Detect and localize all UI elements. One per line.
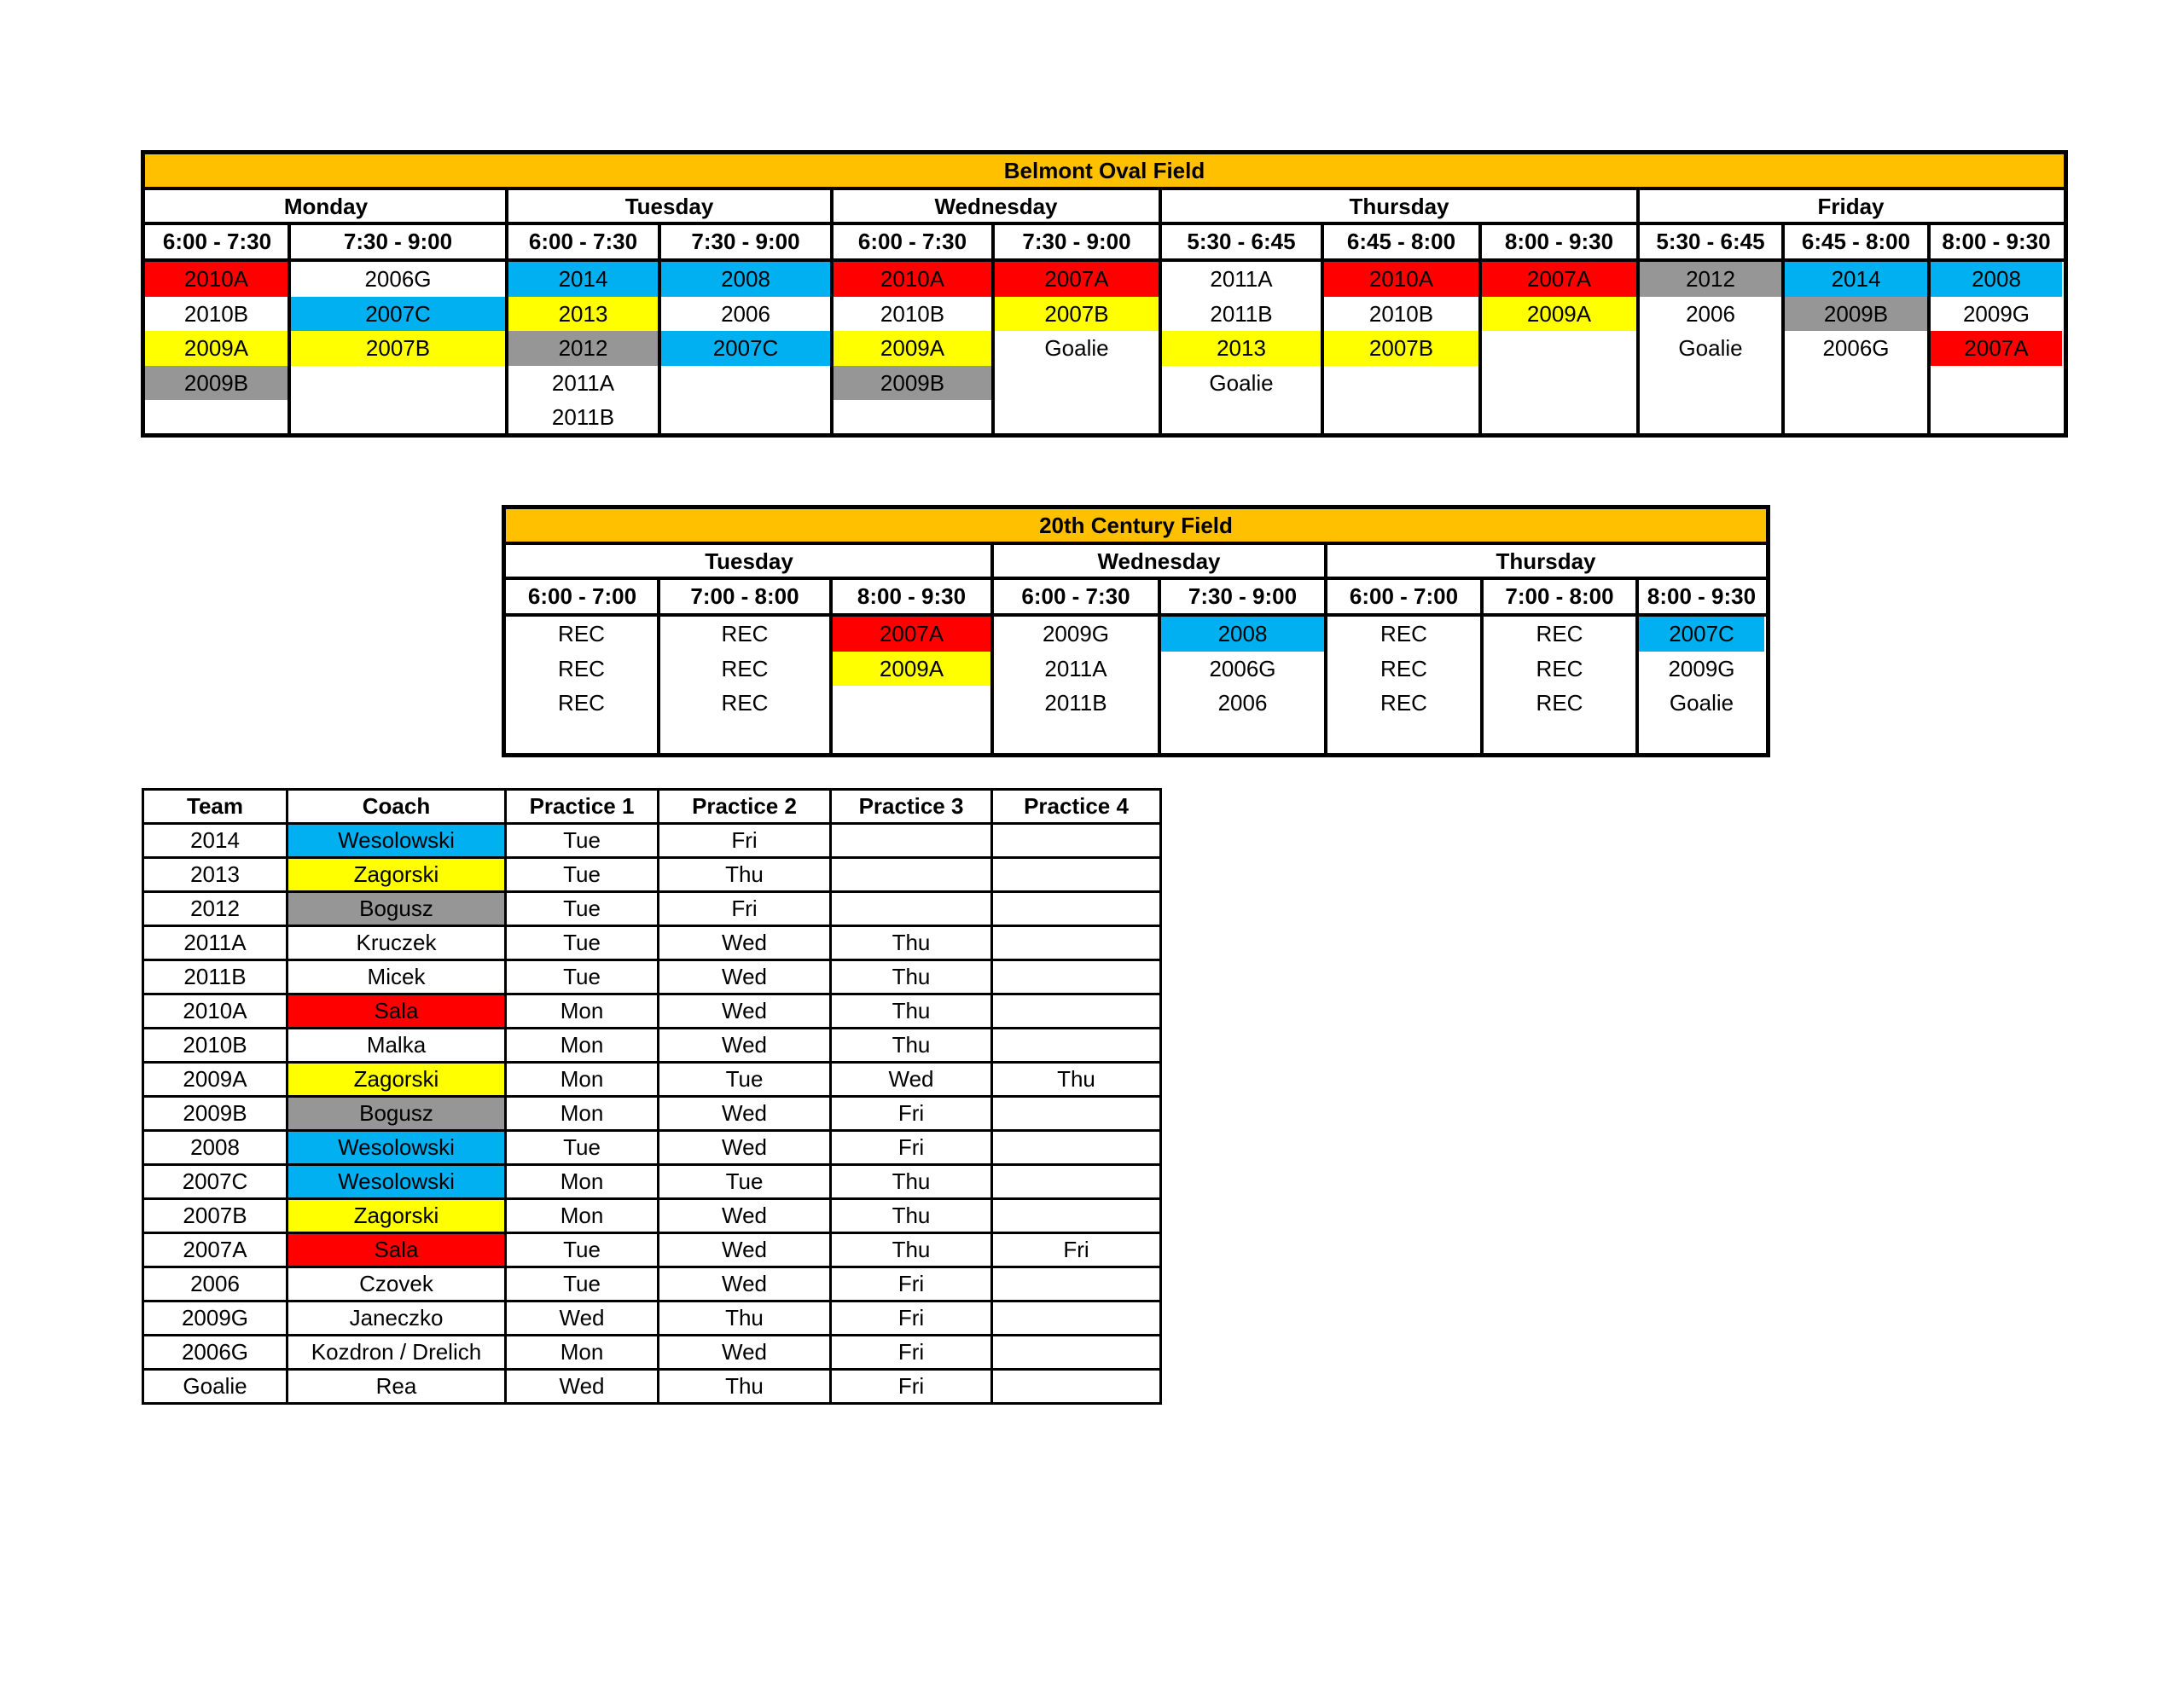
field-title: Belmont Oval Field xyxy=(145,154,2064,187)
team-slot: REC xyxy=(558,621,605,647)
team-slot: Goalie xyxy=(1209,369,1274,396)
team-slot: Goalie xyxy=(1678,335,1743,362)
team-slot: 2007A xyxy=(995,262,1159,297)
team-header: Team xyxy=(143,790,288,824)
team-cell: Goalie xyxy=(143,1370,288,1404)
day-header: Tuesday xyxy=(624,193,714,219)
team-slot: 2006 xyxy=(1217,690,1268,716)
time-slot-header: 6:45 - 8:00 xyxy=(1346,229,1456,254)
time-slot-header: 7:00 - 8:00 xyxy=(1505,583,1614,609)
table-row xyxy=(143,994,1161,1029)
table-row xyxy=(143,1267,1161,1301)
practice-3-cell xyxy=(831,858,992,892)
time-slot-header: 6:00 - 7:00 xyxy=(1349,583,1459,609)
time-slot-header: 8:00 - 9:30 xyxy=(857,583,967,609)
team-slot: 2011A xyxy=(1210,266,1273,293)
practice-1-cell: Tue xyxy=(506,926,659,960)
coach-cell: Zagorski xyxy=(288,1063,506,1097)
team-roster-table xyxy=(142,788,1162,1405)
day-header: Tuesday xyxy=(705,548,793,574)
day-header: Monday xyxy=(283,193,369,219)
team-slot: 2007A xyxy=(833,617,990,652)
team-slot: 2009G xyxy=(1668,655,1735,681)
table-row xyxy=(143,1063,1161,1097)
table-row xyxy=(143,960,1161,994)
coach-cell: Wesolowski xyxy=(288,824,506,858)
coach-cell: Zagorski xyxy=(288,1199,506,1233)
team-slot: 2009A xyxy=(834,331,991,366)
practice-4-cell xyxy=(992,1336,1161,1370)
practice-1-cell: Tue xyxy=(506,858,659,892)
practice-1-cell: Tue xyxy=(506,1233,659,1267)
team-cell: 2006G xyxy=(143,1336,288,1370)
team-slot: 2006 xyxy=(1686,300,1735,327)
table-row xyxy=(143,1029,1161,1063)
time-slot-header: 7:30 - 9:00 xyxy=(1022,229,1131,254)
team-slot: 2007A xyxy=(1482,262,1636,297)
practice-3-cell: Fri xyxy=(831,1267,992,1301)
team-slot: REC xyxy=(1380,655,1427,681)
team-slot: 2009B xyxy=(145,366,288,401)
coach-cell: Rea xyxy=(288,1370,506,1404)
practice-3-header: Practice 3 xyxy=(831,790,992,824)
practice-3-cell: Thu xyxy=(831,1029,992,1063)
practice-2-cell: Wed xyxy=(659,1233,831,1267)
roster-header-row xyxy=(143,790,1161,824)
practice-1-cell: Mon xyxy=(506,1336,659,1370)
practice-4-cell xyxy=(992,960,1161,994)
coach-cell: Janeczko xyxy=(288,1301,506,1336)
team-slot: 2012 xyxy=(1640,262,1781,297)
table-row xyxy=(143,1336,1161,1370)
practice-3-cell xyxy=(831,824,992,858)
team-slot: 2009B xyxy=(834,366,991,401)
team-slot: 2009G xyxy=(1962,300,2030,327)
time-slot-header: 6:00 - 7:30 xyxy=(528,229,638,254)
coach-cell: Kozdron / Drelich xyxy=(288,1336,506,1370)
twentieth-century-schedule xyxy=(502,505,1770,757)
practice-4-cell xyxy=(992,1029,1161,1063)
practice-4-cell xyxy=(992,1131,1161,1165)
team-slot: 2010B xyxy=(1368,300,1434,327)
team-slot: 2009A xyxy=(145,331,288,366)
coach-cell: Bogusz xyxy=(288,892,506,926)
practice-1-cell: Wed xyxy=(506,1301,659,1336)
team-slot: Goalie xyxy=(1044,335,1109,362)
practice-1-cell: Wed xyxy=(506,1370,659,1404)
practice-4-cell xyxy=(992,1165,1161,1199)
coach-header: Coach xyxy=(288,790,506,824)
practice-3-cell: Fri xyxy=(831,1131,992,1165)
time-slot-header: 5:30 - 6:45 xyxy=(1656,229,1765,254)
practice-1-cell: Mon xyxy=(506,1165,659,1199)
practice-2-cell: Wed xyxy=(659,1199,831,1233)
time-slot-header: 6:00 - 7:00 xyxy=(527,583,637,609)
day-header: Wednesday xyxy=(934,193,1058,219)
team-slot: REC xyxy=(558,655,605,681)
team-slot: 2007C xyxy=(661,331,830,366)
table-row xyxy=(143,1097,1161,1131)
practice-2-cell: Tue xyxy=(659,1063,831,1097)
team-cell: 2007C xyxy=(143,1165,288,1199)
practice-3-cell: Wed xyxy=(831,1063,992,1097)
practice-2-cell: Fri xyxy=(659,892,831,926)
practice-1-cell: Mon xyxy=(506,994,659,1029)
practice-2-cell: Wed xyxy=(659,926,831,960)
time-slot-header: 8:00 - 9:30 xyxy=(1647,583,1757,609)
table-row xyxy=(143,926,1161,960)
practice-1-header: Practice 1 xyxy=(506,790,659,824)
practice-1-cell: Tue xyxy=(506,1131,659,1165)
practice-4-cell xyxy=(992,1199,1161,1233)
table-row xyxy=(143,1370,1161,1404)
team-slot: REC xyxy=(1536,690,1583,716)
team-slot: 2008 xyxy=(1161,617,1324,652)
team-slot: 2006G xyxy=(364,266,432,293)
coach-cell: Micek xyxy=(288,960,506,994)
practice-4-cell xyxy=(992,1370,1161,1404)
practice-3-cell: Thu xyxy=(831,1233,992,1267)
team-slot: 2010B xyxy=(880,300,945,327)
team-slot: REC xyxy=(721,690,769,716)
team-slot: 2006G xyxy=(1822,335,1890,362)
team-slot: Goalie xyxy=(1669,690,1734,716)
coach-cell: Bogusz xyxy=(288,1097,506,1131)
practice-2-cell: Wed xyxy=(659,960,831,994)
team-slot: REC xyxy=(721,655,769,681)
coach-cell: Wesolowski xyxy=(288,1131,506,1165)
day-header: Wednesday xyxy=(1097,548,1221,574)
practice-3-cell: Fri xyxy=(831,1370,992,1404)
team-slot: REC xyxy=(1380,621,1427,647)
practice-4-cell: Thu xyxy=(992,1063,1161,1097)
practice-4-cell xyxy=(992,824,1161,858)
team-slot: 2010B xyxy=(183,300,249,327)
practice-2-cell: Wed xyxy=(659,1267,831,1301)
team-slot: 2013 xyxy=(508,297,658,332)
team-slot: 2011B xyxy=(1210,300,1273,327)
time-slot-header: 7:30 - 9:00 xyxy=(343,229,453,254)
coach-cell: Sala xyxy=(288,994,506,1029)
coach-cell: Czovek xyxy=(288,1267,506,1301)
team-cell: 2010B xyxy=(143,1029,288,1063)
practice-1-cell: Tue xyxy=(506,892,659,926)
practice-1-cell: Mon xyxy=(506,1199,659,1233)
practice-3-cell: Thu xyxy=(831,1165,992,1199)
time-slot-header: 6:00 - 7:30 xyxy=(1021,583,1130,609)
time-slot-header: 7:30 - 9:00 xyxy=(1188,583,1298,609)
team-slot: REC xyxy=(721,621,769,647)
practice-3-cell: Fri xyxy=(831,1336,992,1370)
team-cell: 2009G xyxy=(143,1301,288,1336)
practice-4-cell xyxy=(992,1301,1161,1336)
day-header: Friday xyxy=(1817,193,1885,219)
team-slot: 2010A xyxy=(834,262,991,297)
practice-2-cell: Tue xyxy=(659,1165,831,1199)
team-slot: 2011A xyxy=(551,369,615,396)
time-slot-header: 7:30 - 9:00 xyxy=(691,229,800,254)
time-slot-header: 5:30 - 6:45 xyxy=(1187,229,1296,254)
time-slot-header: 8:00 - 9:30 xyxy=(1942,229,2051,254)
team-slot: 2010A xyxy=(145,262,288,297)
practice-3-cell: Thu xyxy=(831,994,992,1029)
practice-1-cell: Tue xyxy=(506,960,659,994)
team-slot: 2012 xyxy=(508,331,658,366)
day-header: Thursday xyxy=(1496,548,1596,574)
team-cell: 2006 xyxy=(143,1267,288,1301)
table-row xyxy=(143,1131,1161,1165)
time-slot-header: 6:00 - 7:30 xyxy=(162,229,272,254)
practice-4-cell xyxy=(992,926,1161,960)
practice-4-cell xyxy=(992,892,1161,926)
team-slot: 2007B xyxy=(291,331,505,366)
team-slot: 2009A xyxy=(1482,297,1636,332)
team-cell: 2012 xyxy=(143,892,288,926)
table-row xyxy=(143,1301,1161,1336)
practice-2-cell: Wed xyxy=(659,1097,831,1131)
coach-cell: Zagorski xyxy=(288,858,506,892)
practice-3-cell: Thu xyxy=(831,1199,992,1233)
field-title: 20th Century Field xyxy=(506,509,1766,542)
practice-1-cell: Mon xyxy=(506,1097,659,1131)
table-row xyxy=(143,892,1161,926)
coach-cell: Wesolowski xyxy=(288,1165,506,1199)
time-slot-header: 7:00 - 8:00 xyxy=(690,583,799,609)
team-slot: 2008 xyxy=(1931,262,2062,297)
team-slot: 2009B xyxy=(1785,297,1927,332)
team-slot: 2009G xyxy=(1042,621,1110,647)
table-row xyxy=(143,824,1161,858)
coach-cell: Kruczek xyxy=(288,926,506,960)
team-cell: 2007B xyxy=(143,1199,288,1233)
practice-1-cell: Mon xyxy=(506,1029,659,1063)
team-cell: 2009B xyxy=(143,1097,288,1131)
time-slot-header: 6:00 - 7:30 xyxy=(857,229,967,254)
practice-1-cell: Tue xyxy=(506,1267,659,1301)
time-slot-header: 6:45 - 8:00 xyxy=(1801,229,1911,254)
table-row xyxy=(143,1199,1161,1233)
team-slot: 2014 xyxy=(508,262,658,297)
team-slot: 2013 xyxy=(1162,331,1321,366)
practice-4-cell xyxy=(992,1267,1161,1301)
team-slot: 2007C xyxy=(291,297,505,332)
team-cell: 2010A xyxy=(143,994,288,1029)
team-slot: 2009A xyxy=(833,652,990,687)
practice-2-cell: Fri xyxy=(659,824,831,858)
practice-4-cell xyxy=(992,1097,1161,1131)
practice-4-cell xyxy=(992,994,1161,1029)
team-cell: 2008 xyxy=(143,1131,288,1165)
team-slot: 2006 xyxy=(721,300,770,327)
coach-cell: Malka xyxy=(288,1029,506,1063)
team-slot: 2007B xyxy=(1324,331,1478,366)
practice-3-cell: Fri xyxy=(831,1097,992,1131)
practice-2-cell: Wed xyxy=(659,1336,831,1370)
team-slot: 2010A xyxy=(1324,262,1478,297)
practice-4-header: Practice 4 xyxy=(992,790,1161,824)
table-row xyxy=(143,858,1161,892)
team-slot: 2006G xyxy=(1209,655,1276,681)
day-header: Thursday xyxy=(1349,193,1449,219)
team-slot: REC xyxy=(1536,655,1583,681)
team-slot: 2007B xyxy=(995,297,1159,332)
team-cell: 2011A xyxy=(143,926,288,960)
team-cell: 2014 xyxy=(143,824,288,858)
table-row xyxy=(143,1165,1161,1199)
team-cell: 2009A xyxy=(143,1063,288,1097)
team-slot: 2011B xyxy=(551,404,615,431)
practice-2-cell: Thu xyxy=(659,858,831,892)
team-slot: 2007C xyxy=(1639,617,1764,652)
practice-1-cell: Mon xyxy=(506,1063,659,1097)
team-slot: 2014 xyxy=(1785,262,1927,297)
practice-3-cell: Thu xyxy=(831,960,992,994)
practice-2-cell: Wed xyxy=(659,1131,831,1165)
practice-3-cell: Thu xyxy=(831,926,992,960)
team-slot: REC xyxy=(558,690,605,716)
practice-2-cell: Wed xyxy=(659,994,831,1029)
practice-1-cell: Tue xyxy=(506,824,659,858)
team-slot: REC xyxy=(1536,621,1583,647)
practice-2-header: Practice 2 xyxy=(659,790,831,824)
team-cell: 2007A xyxy=(143,1233,288,1267)
practice-3-cell xyxy=(831,892,992,926)
practice-3-cell: Fri xyxy=(831,1301,992,1336)
team-slot: 2011A xyxy=(1044,655,1107,681)
practice-4-cell xyxy=(992,858,1161,892)
team-cell: 2011B xyxy=(143,960,288,994)
team-slot: REC xyxy=(1380,690,1427,716)
team-slot: 2011B xyxy=(1044,690,1107,716)
belmont-oval-schedule xyxy=(141,150,2068,438)
team-cell: 2013 xyxy=(143,858,288,892)
team-slot: 2008 xyxy=(661,262,830,297)
practice-2-cell: Thu xyxy=(659,1370,831,1404)
practice-4-cell: Fri xyxy=(992,1233,1161,1267)
practice-2-cell: Wed xyxy=(659,1029,831,1063)
practice-2-cell: Thu xyxy=(659,1301,831,1336)
team-slot: 2007A xyxy=(1931,331,2062,366)
time-slot-header: 8:00 - 9:30 xyxy=(1504,229,1614,254)
coach-cell: Sala xyxy=(288,1233,506,1267)
table-row xyxy=(143,1233,1161,1267)
